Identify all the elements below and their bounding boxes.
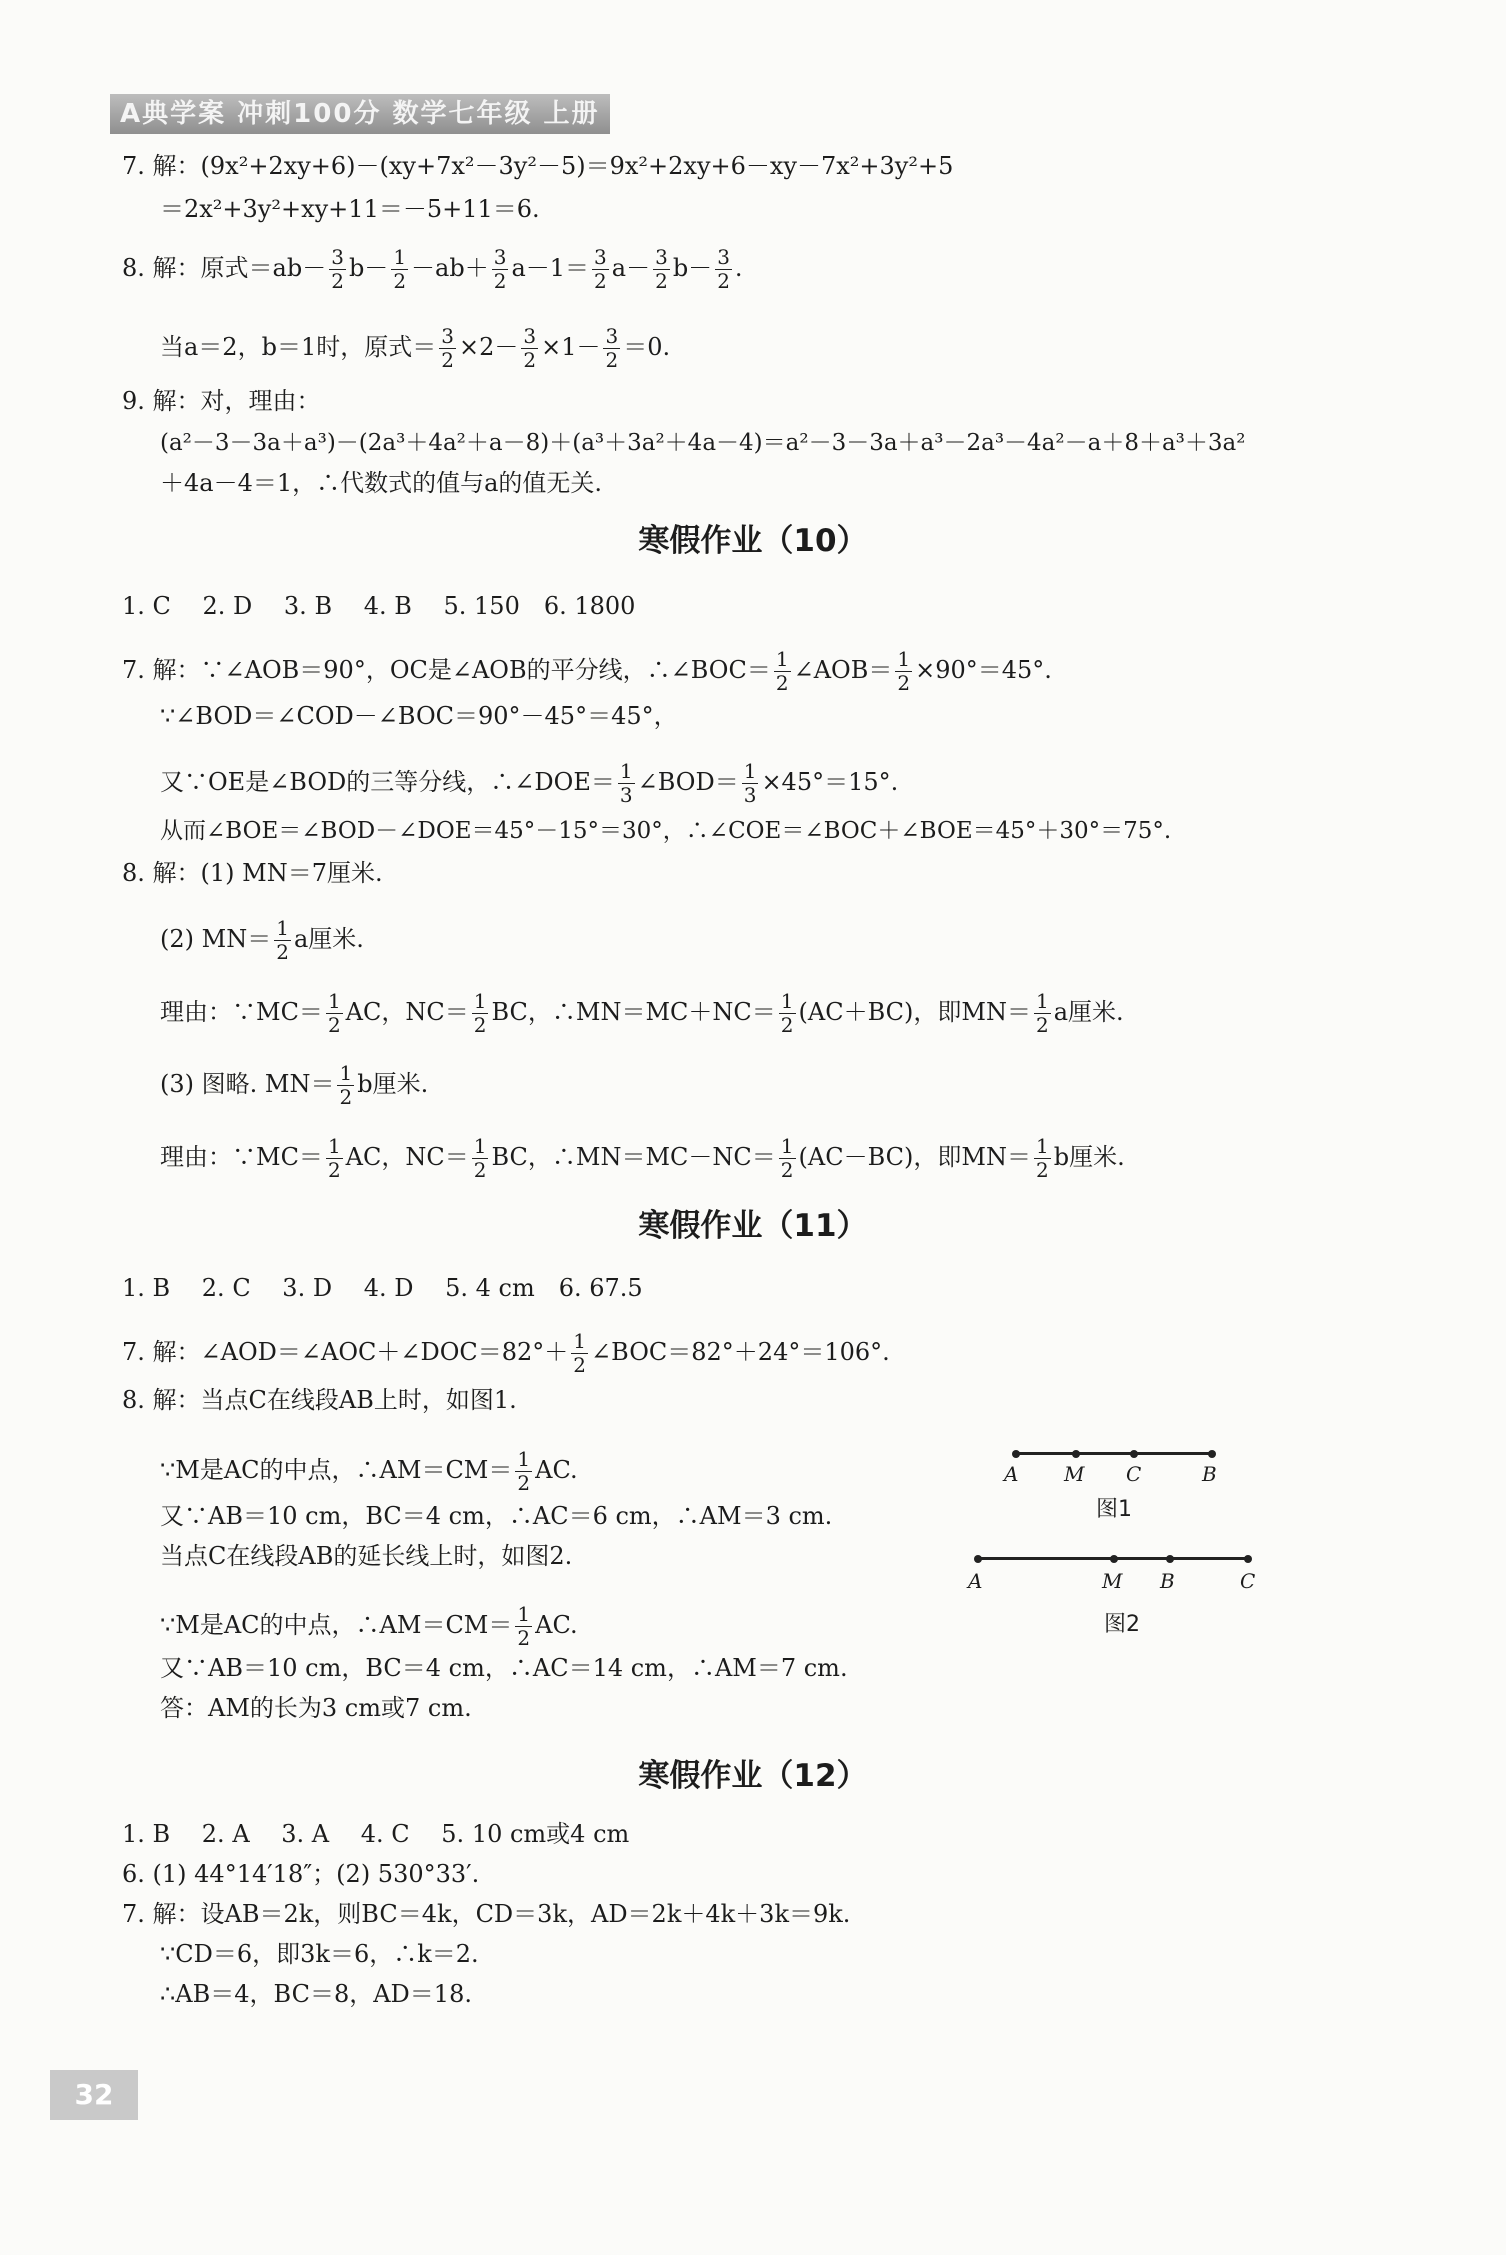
fraction	[774, 648, 791, 695]
denominator: 2	[473, 1013, 487, 1037]
text: (2) MN＝	[160, 925, 272, 953]
fraction	[515, 1603, 532, 1650]
point-b-dot	[1208, 1450, 1216, 1458]
text: ＝0.	[623, 333, 671, 361]
text: ×1－	[541, 333, 601, 361]
numerator: 1	[573, 1329, 587, 1353]
fraction	[326, 990, 343, 1037]
fraction	[492, 246, 509, 293]
text: (3) 图略. MN＝	[160, 1070, 335, 1098]
text: b厘米.	[1053, 1143, 1125, 1171]
denominator: 2	[327, 1158, 341, 1182]
fraction	[571, 1330, 588, 1377]
s11-q8-line-3: 又∵AB＝10 cm，BC＝4 cm，∴AC＝6 cm，∴AM＝3 cm.	[160, 1502, 833, 1530]
denominator: 2	[897, 671, 911, 695]
denominator: 2	[276, 940, 289, 964]
s11-q8-line-4: 当点C在线段AB的延长线上时，如图2.	[160, 1542, 573, 1570]
denominator: 2	[1035, 1158, 1049, 1182]
fraction	[1034, 1135, 1051, 1182]
text: 理由：∵MC＝	[160, 998, 323, 1026]
numerator: 3	[655, 245, 668, 269]
s12-q7-line-3: ∴AB＝4，BC＝8，AD＝18.	[160, 1980, 472, 2008]
text: AC.	[535, 1611, 578, 1639]
fraction	[521, 325, 538, 372]
section-title-10: 寒假作业（10）	[638, 523, 868, 559]
numerator: 1	[327, 989, 341, 1013]
denominator: 2	[655, 269, 668, 293]
segment-ab	[1016, 1452, 1212, 1455]
text: b厘米.	[357, 1070, 429, 1098]
denominator: 3	[619, 783, 633, 807]
fraction	[472, 1135, 489, 1182]
denominator: 2	[441, 348, 454, 372]
text: AC.	[535, 1456, 578, 1484]
fraction	[337, 1062, 354, 1109]
numerator: 3	[594, 245, 607, 269]
text: ×45°＝15°.	[761, 768, 899, 796]
section-title-11: 寒假作业（11）	[638, 1208, 868, 1244]
numerator: 1	[517, 1602, 531, 1626]
numerator: 1	[743, 759, 757, 783]
numerator: 1	[897, 647, 911, 671]
section-title-12: 寒假作业（12）	[638, 1758, 868, 1794]
numerator: 1	[1035, 989, 1049, 1013]
numerator: 1	[780, 989, 794, 1013]
fraction	[439, 325, 456, 372]
s12-q7-line-2: ∵CD＝6，即3k＝6，∴k＝2.	[160, 1940, 479, 1968]
fraction	[592, 246, 609, 293]
s10-q7-line-1	[122, 648, 1052, 695]
q8-line-2	[160, 325, 670, 372]
denominator: 2	[775, 671, 789, 695]
text: 理由：∵MC＝	[160, 1143, 323, 1171]
text: a厘米.	[1053, 998, 1124, 1026]
text: ∵M是AC的中点，∴AM＝CM＝	[160, 1611, 513, 1639]
fraction	[391, 246, 408, 293]
denominator: 2	[780, 1013, 794, 1037]
numerator: 1	[780, 1134, 794, 1158]
denominator: 2	[573, 1353, 587, 1377]
figure-1	[990, 1440, 1250, 1530]
s11-q8-line-7: 答：AM的长为3 cm或7 cm.	[160, 1694, 472, 1722]
s11-q8-line-2	[160, 1448, 578, 1495]
denominator: 2	[493, 269, 507, 293]
numerator: 1	[775, 647, 789, 671]
fraction	[326, 1135, 343, 1182]
numerator: 3	[331, 245, 344, 269]
denominator: 2	[339, 1085, 353, 1109]
label-b: B	[1202, 1462, 1217, 1486]
text: 当a＝2，b＝1时，原式＝	[160, 333, 437, 361]
s11-mc-answers: 1. B 2. C 3. D 4. D 5. 4 cm 6. 67.5	[122, 1274, 643, 1302]
text: AC，NC＝	[345, 1143, 469, 1171]
numerator: 3	[717, 245, 730, 269]
q8-line-1	[122, 246, 743, 293]
label-b: B	[1160, 1569, 1175, 1593]
text: AC，NC＝	[345, 998, 469, 1026]
denominator: 2	[473, 1158, 487, 1182]
text: 又∵OE是∠BOD的三等分线，∴∠DOE＝	[160, 768, 615, 796]
text: ∠AOB＝	[793, 656, 893, 684]
text: b－	[348, 254, 389, 282]
numerator: 3	[523, 324, 537, 348]
numerator: 1	[517, 1447, 531, 1471]
numerator: 3	[441, 324, 454, 348]
numerator: 1	[1035, 1134, 1049, 1158]
fraction	[895, 648, 912, 695]
text: ∠BOD＝	[637, 768, 739, 796]
figure-2-caption: 图2	[1104, 1612, 1140, 1637]
fraction	[603, 325, 620, 372]
denominator: 2	[517, 1626, 531, 1650]
s11-q8-line-5	[160, 1603, 578, 1650]
numerator: 1	[473, 1134, 487, 1158]
text: ∵M是AC的中点，∴AM＝CM＝	[160, 1456, 513, 1484]
text: 8. 解：原式＝ab－	[122, 254, 327, 282]
s10-q7-line-2: ∵∠BOD＝∠COD－∠BOC＝90°－45°＝45°，	[160, 702, 678, 730]
page-number: 32	[50, 2070, 138, 2120]
q7-line-2: ＝2x²+3y²+xy+11＝－5+11＝6.	[160, 195, 540, 223]
text: a厘米.	[293, 925, 364, 953]
fraction	[329, 246, 346, 293]
label-m: M	[1102, 1569, 1123, 1593]
text: 7. 解：∠AOD＝∠AOC＋∠DOC＝82°＋	[122, 1338, 569, 1366]
fraction	[779, 990, 796, 1037]
numerator: 1	[327, 1134, 341, 1158]
fraction	[653, 246, 670, 293]
text: 7. 解：∵∠AOB＝90°，OC是∠AOB的平分线，∴∠BOC＝	[122, 656, 771, 684]
text: a－	[611, 254, 651, 282]
text: ×90°＝45°.	[915, 656, 1052, 684]
text: b－	[672, 254, 713, 282]
text: －ab＋	[411, 254, 489, 282]
s10-q8-line-3	[160, 990, 1124, 1037]
label-m: M	[1064, 1462, 1085, 1486]
label-c: C	[1126, 1462, 1142, 1486]
q9-line-2: (a²－3－3a＋a³)－(2a³＋4a²＋a－8)＋(a³＋3a²＋4a－4)＝a²－3－3a＋a³－2a³－4a²－a＋8＋a³＋3a²	[160, 430, 1246, 456]
denominator: 2	[523, 348, 537, 372]
s10-q7-line-3	[160, 760, 898, 807]
s11-q7-line	[122, 1330, 890, 1377]
point-a-dot	[974, 1555, 982, 1563]
fraction	[274, 917, 291, 964]
point-m-dot	[1110, 1555, 1118, 1563]
book-header: A典学案 冲刺100分 数学七年级 上册	[110, 94, 610, 134]
numerator: 3	[605, 324, 619, 348]
text: ×2－	[458, 333, 519, 361]
s12-q7-line-1: 7. 解：设AB＝2k，则BC＝4k，CD＝3k，AD＝2k＋4k＋3k＝9k.	[122, 1900, 851, 1928]
q9-line-1: 9. 解：对，理由：	[122, 387, 321, 415]
numerator: 1	[473, 989, 487, 1013]
denominator: 2	[717, 269, 730, 293]
s10-q8-line-4	[160, 1062, 428, 1109]
numerator: 1	[619, 759, 633, 783]
denominator: 2	[1035, 1013, 1049, 1037]
denominator: 3	[743, 783, 757, 807]
figure-2	[960, 1545, 1270, 1645]
text: ∠BOC＝82°＋24°＝106°.	[591, 1338, 890, 1366]
denominator: 2	[393, 269, 407, 293]
text: .	[734, 254, 743, 282]
denominator: 2	[780, 1158, 794, 1182]
s10-q8-line-2	[160, 917, 364, 964]
fraction	[618, 760, 635, 807]
s11-q8-line-6: 又∵AB＝10 cm，BC＝4 cm，∴AC＝14 cm，∴AM＝7 cm.	[160, 1654, 848, 1682]
numerator: 1	[393, 245, 407, 269]
fraction	[742, 760, 759, 807]
q9-line-3: ＋4a－4＝1，∴代数式的值与a的值无关.	[160, 469, 603, 497]
text: BC，∴MN＝MC－NC＝	[491, 1143, 776, 1171]
point-b-dot	[1166, 1555, 1174, 1563]
s10-q8-line-5	[160, 1135, 1125, 1182]
fraction	[472, 990, 489, 1037]
s12-q6-line: 6. (1) 44°14′18″；(2) 530°33′.	[122, 1860, 480, 1888]
point-a-dot	[1012, 1450, 1020, 1458]
s10-q8-line-1: 8. 解：(1) MN＝7厘米.	[122, 859, 383, 887]
text: a－1＝	[511, 254, 590, 282]
s10-q7-line-4: 从而∠BOE＝∠BOD－∠DOE＝45°－15°＝30°，∴∠COE＝∠BOC＋∠BOE＝45°＋30°＝75°.	[160, 818, 1172, 844]
denominator: 2	[517, 1471, 531, 1495]
fraction	[779, 1135, 796, 1182]
denominator: 2	[331, 269, 344, 293]
s10-mc-answers: 1. C 2. D 3. B 4. B 5. 150 6. 1800	[122, 592, 636, 620]
text: BC，∴MN＝MC＋NC＝	[491, 998, 776, 1026]
q7-line-1: 7. 解：(9x²+2xy+6)－(xy+7x²－3y²－5)＝9x²+2xy+6－xy－7x²+3y²+5	[122, 152, 954, 180]
denominator: 2	[605, 348, 619, 372]
fraction	[1034, 990, 1051, 1037]
numerator: 1	[276, 916, 289, 940]
denominator: 2	[327, 1013, 341, 1037]
fraction	[715, 246, 732, 293]
label-a: A	[968, 1569, 983, 1593]
label-a: A	[1004, 1462, 1019, 1486]
denominator: 2	[594, 269, 607, 293]
text: (AC＋BC)，即MN＝	[798, 998, 1031, 1026]
text: (AC－BC)，即MN＝	[798, 1143, 1031, 1171]
figure-1-caption: 图1	[1096, 1497, 1132, 1522]
numerator: 3	[493, 245, 507, 269]
s12-mc-answers: 1. B 2. A 3. A 4. C 5. 10 cm或4 cm	[122, 1820, 630, 1848]
point-c-dot	[1130, 1450, 1138, 1458]
fraction	[515, 1448, 532, 1495]
point-c-dot	[1244, 1555, 1252, 1563]
point-m-dot	[1072, 1450, 1080, 1458]
label-c: C	[1240, 1569, 1256, 1593]
numerator: 1	[339, 1061, 353, 1085]
s11-q8-line-1: 8. 解：当点C在线段AB上时，如图1.	[122, 1386, 517, 1414]
